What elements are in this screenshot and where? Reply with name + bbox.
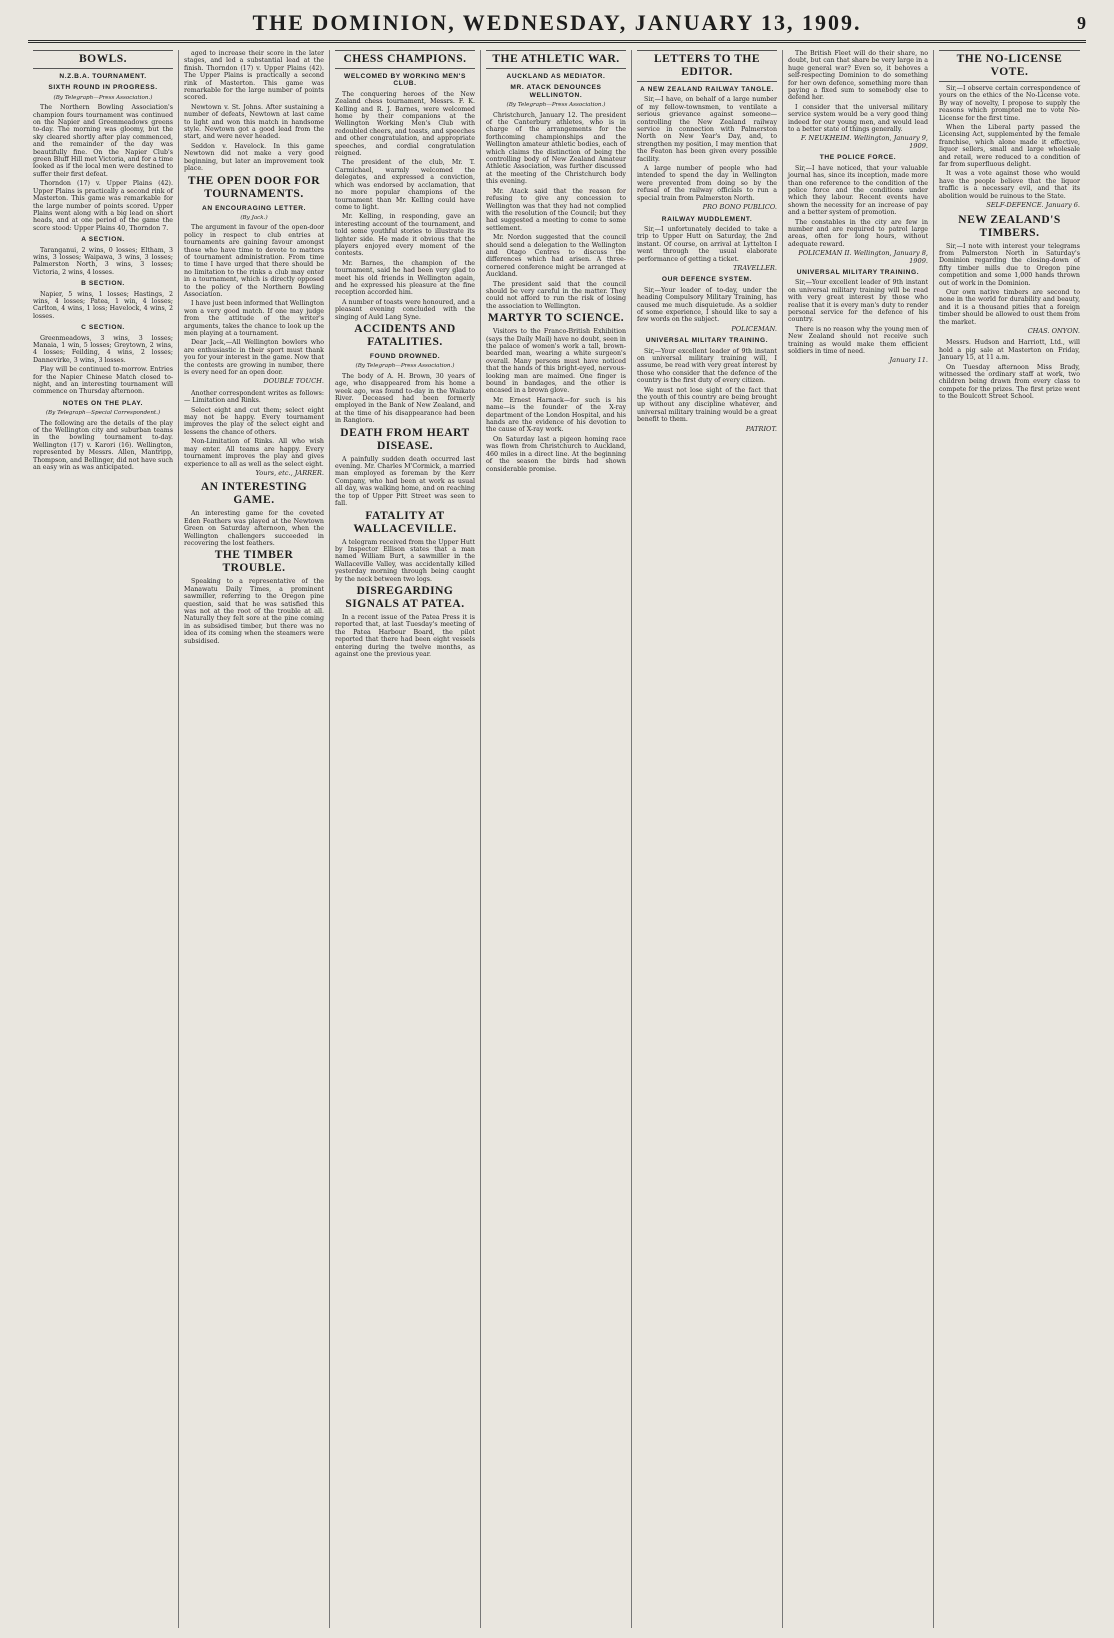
signature: F. NEUKHEIM. Wellington, January 9, 1909. bbox=[800, 134, 928, 150]
article-subheading: N.Z.B.A. TOURNAMENT. bbox=[59, 73, 147, 80]
paragraph: We must not lose sight of the fact that the youth of this country are being brought up without any discipline whatever, and universal military training would be a great benefit to them. bbox=[637, 386, 777, 424]
paragraph: The president of the club, Mr. T. Carmichael, warmly welcomed the delegates, and expressed a conviction, which was endorsed by acclamation, that no more popular champions of the tournament than Mr. Kelling could have come to light. bbox=[335, 159, 475, 211]
paragraph: The argument in favour of the open-door policy in respect to club entries at tournaments are gaining favour amongst those who have time to devote to matters of tournament administration. From time to time I have urged that there should be no limitation to the rinks a club may enter in a tournament, which is directly opposed to the policy of the Northern Bowling Association. bbox=[184, 224, 324, 298]
paragraph: Our own native timbers are second to none in the world for durability and beauty, and it is a thousand pities that a foreign timber should be allowed to oust them from the market. bbox=[939, 288, 1080, 326]
article-subheading: RAILWAY MUDDLEMENT. bbox=[661, 215, 753, 223]
dateline: (By Telegraph—Press Association.) bbox=[506, 102, 606, 109]
paragraph: Dear Jack,—All Wellington bowlers who are enthusiastic in their sport must thank you for your interest in the game. Now that the contests are growing in number, there is every need for an open door. bbox=[184, 339, 324, 377]
paragraph: aged to increase their score in the later stages, and led a substantial lead at the finish. Thorndon (17) v. Upper Plains (42). The Upper Plains is practically a second rink of Masterton. This game was remarkable for the large number of points scored. bbox=[184, 50, 324, 102]
paragraph: A painfully sudden death occurred last evening. Mr. Charles M'Cormick, a married man employed as foreman by the Kerr Company, who had been at work as usual all day, was walking home, and on reaching the top of Upper Pitt Street was seen to fall. bbox=[335, 455, 475, 508]
paragraph: Napier, 5 wins, 1 losses; Hastings, 2 wins, 4 losses; Patea, 1 win, 4 losses; Carlton, 4 wins, 1 loss; Havelock, 4 wins, 2 losses. bbox=[33, 290, 173, 320]
column-2 bbox=[179, 50, 330, 1628]
paragraph: Sir,—I have noticed, that your valuable journal has, since its inception, made more than one reference to the condition of the police force and the conditions under which they labour. Recent events have shown the necessity for an increase of pay and a better system of promotion. bbox=[788, 164, 928, 217]
paragraph: Sir,—Your leader of to-day, under the heading Compulsory Military Training, has caused me much disquietude. As a soldier of some experience, I should like to say a few words on the subject. bbox=[637, 286, 777, 324]
paragraph: A number of toasts were honoured, and a pleasant evening concluded with the singing of Auld Lang Syne. bbox=[335, 298, 475, 321]
dateline: (By Telegraph—Press Association.) bbox=[53, 94, 153, 101]
paragraph: Christchurch, January 12. The president of the Canterbury athletes, who is in charge of the arrangements for the forthcoming championships and the Wellington amateur athletic bodies, each of which claims the distinction of being the controlling body of New Zealand Amateur Athletic Association, was further discussed at the meeting of the Christchurch body this evening. bbox=[486, 111, 626, 186]
paragraph: Mr. Ernest Harnack—for such is his name—is the founder of the X-ray department of the London Hospital, and his hands are the evidence of his devotion to the cause of X-ray work. bbox=[486, 396, 626, 434]
article-subheading: OUR DEFENCE SYSTEM. bbox=[661, 276, 753, 284]
article-headline: THE NO-LICENSE VOTE. bbox=[939, 50, 1080, 82]
column-1 bbox=[28, 50, 179, 1628]
signature: POLICEMAN. bbox=[731, 324, 777, 333]
paragraph: There is no reason why the young men of New Zealand should not receive such training as would make them efficient soldiers in time of need. bbox=[788, 325, 928, 356]
paragraph: The following are the details of the play of the Wellington city and suburban teams in the bowling tournament to-day. Wellington (17) v. Karori (16). Wellington, represented by Messrs. Allen, Mantripp, Thompson, and Bellinger, did not have such an easy win as was anticipated. bbox=[33, 419, 173, 472]
article-headline: ACCIDENTS AND FATALITIES. bbox=[354, 323, 456, 348]
column-5 bbox=[632, 50, 783, 1628]
signature: DOUBLE TOUCH. bbox=[263, 377, 324, 386]
article-columns bbox=[28, 50, 1086, 1628]
newspaper-title: THE DOMINION, WEDNESDAY, JANUARY 13, 1909. bbox=[252, 10, 862, 35]
paragraph: Newtown v. St. Johns. After sustaining a number of defeats, Newtown at last came to light and won this match in handsome style. Newtown got a good lead from the start, and were never headed. bbox=[184, 103, 324, 141]
paragraph: Non-Limitation of Rinks. All who wish may enter. All teams are happy. Every tournament improves the play and gives experience to all as well as the select eight. bbox=[184, 438, 324, 468]
signature: POLICEMAN II. Wellington, January 8, 1909. bbox=[798, 249, 928, 265]
paragraph: A large number of people who had intended to spend the day in Wellington were prevented from doing so by the refusal of the railway officials to run a special train from Palmerston North. bbox=[637, 165, 777, 202]
paragraph: Taranganui, 2 wins, 0 losses; Eltham, 3 wins, 3 losses; Waipawa, 3 wins, 3 losses; Palmerston North, 3 wins, 3 losses; Victoria, 2 wins, 4 losses. bbox=[33, 246, 173, 276]
paragraph: Sir,—I note with interest your telegrams from Palmerston North in Saturday's Dominion regarding the closing-down of fifty timber mills due to Oregon pine competition and some 1,000 hands thrown out of work in the Dominion. bbox=[939, 242, 1080, 287]
article-subheading: A NEW ZEALAND RAILWAY TANGLE. bbox=[640, 86, 774, 93]
article-headline: NEW ZEALAND'S TIMBERS. bbox=[958, 213, 1061, 239]
article-subheading: AUCKLAND AS MEDIATOR. bbox=[506, 73, 606, 80]
paragraph: Messrs. Hudson and Harriott, Ltd., will hold a pig sale at Masterton on Friday, January 15, at 11 a.m. bbox=[939, 339, 1080, 362]
paragraph: Another correspondent writes as follows:— Limitation and Rinks. bbox=[184, 389, 324, 405]
article-subheading: FOUND DROWNED. bbox=[369, 353, 441, 360]
paragraph: The body of A. H. Brown, 30 years of age, who disappeared from his home a week ago, was found to-day in the Waikato River. Deceased had been formerly employed in the Bank of New Zealand, and at the time of his disappearance had been in Rangiora. bbox=[335, 372, 475, 425]
paragraph: I consider that the universal military service system would be a very good thing indeed for our young men, and would lead to a better state of things generally. bbox=[788, 103, 928, 134]
signature: Yours, etc., JARRER. bbox=[255, 468, 324, 477]
article-headline: BOWLS. bbox=[33, 50, 173, 69]
paragraph: When the Liberal party passed the Licensing Act, supplemented by the female franchise, which alone made it effective, liquor sellers, small and large wholesale and retail, were reduced to a condition of far from superfluous delight. bbox=[939, 124, 1080, 169]
article-subheading: A SECTION. bbox=[81, 236, 125, 244]
paragraph: The conquering heroes of the New Zealand chess tournament, Messrs. F. K. Kelling and R. J. Barnes, were welcomed home by their companions at the Wellington Working Men's Club with redoubled cheers, and toasts, and speeches and other congratulation, and appropriate speeches, and cordial congratulation reigned. bbox=[335, 90, 475, 158]
dateline: (By Telegraph—Special Correspondent.) bbox=[45, 410, 161, 417]
paragraph: In a recent issue of the Patea Press it is reported that, at last Tuesday's meeting of the Patea Harbour Board, the pilot reported that there had been eight vessels entering during the twelve months, as against one the previous year. bbox=[335, 613, 475, 658]
signature: TRAVELLER. bbox=[732, 263, 777, 272]
masthead bbox=[28, 6, 1086, 43]
article-headline: FATALITY AT WALLACEVILLE. bbox=[353, 509, 457, 535]
paragraph: Mr. Atack said that the reason for refusing to give any concession to Wellington was that they had not complied with the resolution of the Council; but they had suggested a meeting to come to some settlement. bbox=[486, 187, 626, 232]
article-subheading: THE POLICE FORCE. bbox=[819, 154, 897, 162]
paragraph: Mr. Barnes, the champion of the tournament, said he had been very glad to meet his old friends in Wellington again, and he expressed his pleasure at the fine reception accorded him. bbox=[335, 259, 475, 297]
paragraph: Mr. Nordon suggested that the council should send a delegation to the Wellington and Otago Centres to discuss the differences which had arisen. A three-cornered conference might be arranged at Auckland. bbox=[486, 234, 626, 279]
paragraph: Greenmeadows, 3 wins, 3 losses; Manaia, 1 win, 5 losses; Greytown, 2 wins, 4 losses; Feilding, 4 wins, 2 losses; Dannevirke, 3 wins, 3 losses. bbox=[33, 334, 173, 364]
article-subheading: AN ENCOURAGING LETTER. bbox=[201, 204, 307, 212]
column-3 bbox=[330, 50, 481, 1628]
signature: CHAS. ONYON. bbox=[1027, 326, 1080, 335]
paragraph: Sir,—I unfortunately decided to take a trip to Upper Hutt on Saturday, the 2nd instant. Of course, on arrival at Lyttelton I went through the usual elaborate performance of getting a ticket. bbox=[637, 225, 777, 263]
article-subheading: UNIVERSAL MILITARY TRAINING. bbox=[796, 268, 920, 276]
dateline: (By Telegraph—Press Association.) bbox=[355, 363, 455, 370]
article-subheading: SIXTH ROUND IN PROGRESS. bbox=[48, 84, 158, 92]
column-6 bbox=[783, 50, 934, 1628]
article-headline: MARTYR TO SCIENCE. bbox=[487, 312, 625, 325]
article-headline: LETTERS TO THE EDITOR. bbox=[637, 50, 777, 82]
paragraph: Seddon v. Havelock. In this game Newtown did not make a very good beginning, but later an improvement took place. bbox=[184, 142, 324, 173]
article-headline: THE TIMBER TROUBLE. bbox=[214, 549, 294, 575]
paragraph: An interesting game for the coveted Eden Feathers was played at the Newtown Green on Saturday afternoon, when the Wellington challengers succeeded in recovering the lost feathers. bbox=[184, 510, 324, 547]
article-headline: DEATH FROM HEART DISEASE. bbox=[340, 426, 470, 452]
paragraph: Sir,—Your excellent leader of 9th instant on universal military training will, I assume, be read with very great interest by those who consider that the defence of the country is the first duty of every citizen. bbox=[637, 347, 777, 385]
paragraph: I have just been informed that Wellington won a very good match. If one may judge from the attitude of the writer's arguments, takes the chance to look up the men playing at a tournament. bbox=[184, 300, 324, 337]
dateline: (By Jack.) bbox=[240, 214, 268, 221]
article-subheading: UNIVERSAL MILITARY TRAINING. bbox=[645, 337, 769, 345]
paragraph: Sir,—I have, on behalf of a large number of my fellow-townsmen, to ventilate a serious grievance against someone—controlling the New Zealand railway service in connection with Palmerston North on New Year's Day, and, to strengthen my position, I may mention that the Featon has been given every possible facility. bbox=[637, 96, 777, 163]
column-7 bbox=[934, 50, 1085, 1628]
article-subheading: NOTES ON THE PLAY. bbox=[62, 399, 144, 407]
paragraph: The Northern Bowling Association's champion fours tournament was continued on the Napier and Greenmeadows greens to-day. The morning was gloomy, but the sky cleared shortly after play commenced, and the remainder of the day was beautifully fine. On the Napier Club's green Bluff Hill met Victoria, and for a time looked as if the local men were destined to suffer their first defeat. bbox=[33, 104, 173, 178]
article-subheading: WELCOMED BY WORKING MEN'S CLUB. bbox=[344, 73, 466, 88]
paragraph: Sir,—I observe certain correspondence of yours on the ethics of the No-License vote. By way of novelty, I propose to supply the reasons which prompted me to vote No-License for the first time. bbox=[939, 85, 1080, 122]
paragraph: On Saturday last a pigeon homing race was flown from Christchurch to Auckland, 460 miles in a direct line. At the beginning of the season the birds had shown considerable promise. bbox=[486, 435, 626, 473]
paragraph: The British Fleet will do their share, no doubt, but can that share be very large in a huge general war? Even so, it behoves a self-respecting Dominion to do something for her own defence, something more than paying a fixed sum to somebody else to defend her. bbox=[788, 50, 928, 102]
paragraph: Mr. Kelling, in responding, gave an interesting account of the tournament, and told some youthful stories to illustrate its lighter side. He made it obvious that the players enjoyed every moment of the contests. bbox=[335, 213, 475, 258]
paragraph: Sir,—Your excellent leader of 9th instant on universal military training will be read with very great interest by those who realise that it is every man's duty to render personal service for the defence of his country. bbox=[788, 279, 928, 324]
article-headline: AN INTERESTING GAME. bbox=[200, 481, 308, 507]
article-subheading: B SECTION. bbox=[81, 280, 125, 288]
article-subheading: C SECTION. bbox=[81, 324, 125, 332]
paragraph: The president said that the council should be very careful in the matter. They could not afford to run the risk of losing the association to Wellington. bbox=[486, 280, 626, 310]
paragraph: It was a vote against those who would have the people believe that the liquor traffic is a necessary evil, and that its abolition would be ruinous to the State. bbox=[939, 170, 1080, 200]
paragraph: Select eight and cut them; select eight may not be happy. Every tournament improves the play of the select eight and lessens the chance of others. bbox=[184, 406, 324, 436]
signature: PATRIOT. bbox=[745, 424, 777, 433]
paragraph: The constables in the city are few in number and are required to patrol large areas, often for long hours, without adequate reward. bbox=[788, 218, 928, 248]
signature: PRO BONO PUBLICO. bbox=[702, 203, 777, 212]
paragraph: Thorndon (17) v. Upper Plains (42). Upper Plains is practically a second rink of Masterton. This game was remarkable for the large number of points scored. Upper Plains went along with a big lead on short heads, and at one period of the game the score stood: Upper Plains 40, Thorndon 7. bbox=[33, 180, 173, 232]
page-number: 9 bbox=[1077, 12, 1086, 33]
article-headline: THE OPEN DOOR FOR TOURNAMENTS. bbox=[187, 174, 321, 200]
article-headline: THE ATHLETIC WAR. bbox=[486, 50, 626, 69]
signature: SELF-DEFENCE. January 6. bbox=[986, 201, 1080, 210]
paragraph: On Tuesday afternoon Miss Brady, witnessed the ordinary staff at work, two children being drawn from every class to compete for the prizes. The first prize went to the Boulcott Street School. bbox=[939, 363, 1080, 401]
article-headline: CHESS CHAMPIONS. bbox=[335, 50, 475, 69]
paragraph: A telegram received from the Upper Hutt by Inspector Ellison states that a man named William Burt, a sawmiller in the Wallaceville Valley, was accidentally killed yesterday morning through being caught by the neck between two logs. bbox=[335, 538, 475, 583]
paragraph: Play will be continued to-morrow. Entries for the Napier Chinese Match closed to-night, and an interesting tournament will commence on Thursday afternoon. bbox=[33, 366, 173, 396]
paragraph: Speaking to a representative of the Manawatu Daily Times, a prominent sawmiller, referring to the Oregon pine question, said that he was satisfied this was not at the root of the trouble at all. Naturally they felt sore at the pine coming in as subsidised timber, but there was no idea of its coming when the steamers were subsidised. bbox=[184, 578, 324, 645]
article-headline: DISREGARDING SIGNALS AT PATEA. bbox=[345, 584, 465, 610]
paragraph: Visitors to the Franco-British Exhibition (says the Daily Mail) have no doubt, seen in the palace of women's work a tall, brown-bearded man, wearing a white surgeon's overall. Many persons must have noticed that the hands of this bright-eyed, nervous-looking man are maimed. One finger is bound in bandages, and the other is encased in a brown glove. bbox=[486, 328, 626, 395]
column-4 bbox=[481, 50, 632, 1628]
signature: January 11. bbox=[889, 356, 928, 365]
article-subheading: MR. ATACK DENOUNCES WELLINGTON. bbox=[510, 84, 602, 99]
